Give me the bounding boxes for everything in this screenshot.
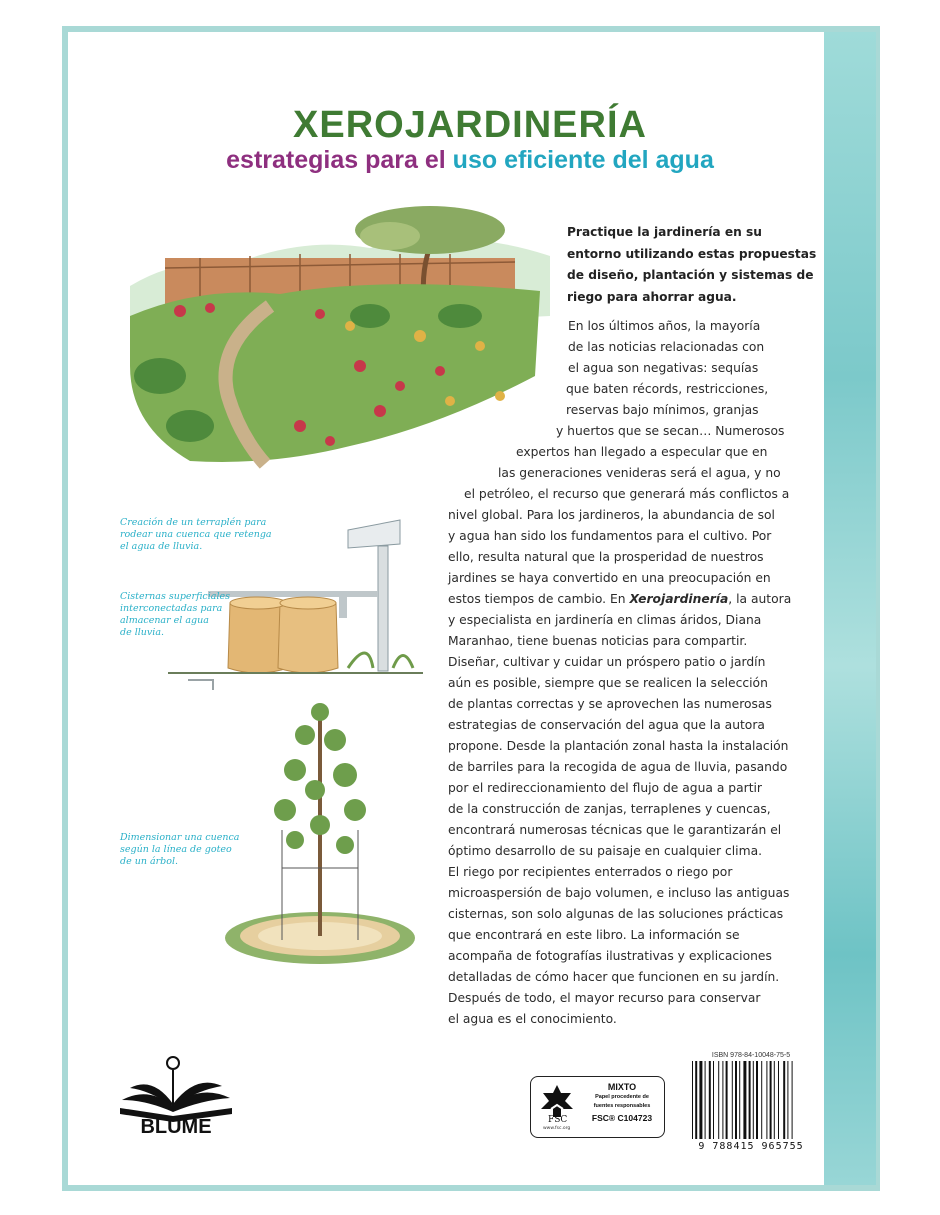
body-line: El riego por recipientes enterrados o riego por [448,865,733,879]
lead-paragraph: Practique la jardinería en su entorno utilizando estas propuestas de diseño, plantación y sistemas de riego para ahorrar agua. [567,225,817,304]
body-line: por el redireccionamiento del flujo de agua a partir [448,781,762,795]
watercolor-edge [824,32,876,1185]
body-line: nivel global. Para los jardineros, la abundancia de sol [448,508,775,522]
body-line: Diseñar, cultivar y cuidar un próspero patio o jardín [448,655,766,669]
book-title-inline: Xerojardinería [629,592,729,606]
body-line: de la construcción de zanjas, terraplenes y cuencas, [448,802,771,816]
isbn-digits: 9 788415 965755 [698,1141,804,1152]
body-line: Maranhao, tiene buenas noticias para compartir. [448,634,748,648]
book-title: XEROJARDINERÍA [293,104,647,146]
publisher-name: BLUME [140,1116,212,1138]
fsc-label [530,1076,665,1138]
body-line: microaspersión de bajo volumen, e incluso las antiguas [448,886,790,900]
fsc-code: FSC® C104723 [591,1113,653,1123]
isbn-label: ISBN 978-84-10048-75-5 [711,1052,791,1059]
subtitle-part-1: estrategias para el [226,146,446,174]
body-line: cisternas, son solo algunas de las soluciones prácticas [448,907,784,921]
fsc-papel-2: fuentes responsables [593,1102,651,1109]
body-line: estos tiempos de cambio. En Xerojardinería, la autora [448,592,792,606]
caption-cuenca: Dimensionar una cuenca según la línea de goteo de un árbol. [120,832,240,867]
fsc-details [583,1082,661,1123]
body-line: acompaña de fotografías ilustrativas y explicaciones [448,949,772,963]
body-line: y especialista en jardinería en climas áridos, Diana [448,613,762,627]
body-line: Después de todo, el mayor recurso para conservar [448,991,761,1005]
body-line: jardines se haya convertido en una preocupación en [448,571,771,585]
caption-cisternas: Cisternas superficiales interconectadas para almacenar el agua de lluvia. [120,591,230,638]
body-line: detalladas de cómo hacer que funcionen en su jardín. [448,970,780,984]
body-line: que encontrará en este libro. La información se [448,928,740,942]
isbn-barcode [690,1061,812,1141]
subtitle-part-2: uso eficiente del agua [452,146,714,174]
fsc-mixto: MIXTO [607,1082,637,1092]
body-line: el petróleo, el recurso que generará más conflictos a [464,487,790,501]
body-line: En los últimos años, la mayoría [568,319,761,333]
body-line: las generaciones venideras será el agua, y no [498,466,781,480]
body-line: y agua han sido los fundamentos para el cultivo. Por [448,529,772,543]
body-line: de plantas correctas y se aprovechen las numerosas [448,697,772,711]
tree-basin-illustration [210,690,440,980]
fsc-papel-1: Papel procedente de [595,1094,649,1100]
body-line: encontrará numerosas técnicas que le garantizarán el [448,823,782,837]
body-line: el agua es el conocimiento. [448,1012,617,1026]
body-line: aún es posible, siempre que se realicen la selección [448,676,768,690]
body-line: óptimo desarrollo de su paisaje en cualquier clima. [448,844,763,858]
body-line: que baten récords, restricciones, [566,382,769,396]
body-line: expertos han llegado a especular que en [516,445,768,459]
caption-terraplen: Creación de un terraplén para rodear una cuenca que retenga el agua de lluvia. [120,517,272,552]
book-subtitle [0,146,940,175]
body-line: el agua son negativas: sequías [568,361,759,375]
fsc-text: FSC [548,1115,568,1125]
body-line: de las noticias relacionadas con [568,340,765,354]
body-line: estrategias de conservación del agua que la autora [448,718,765,732]
fsc-site: www.fsc.org [543,1126,571,1131]
body-line: reservas bajo mínimos, granjas [566,403,759,417]
body-line: ello, resulta natural que la prosperidad de nuestros [448,550,764,564]
body-line: y huertos que se secan… Numerosos [556,424,785,438]
body-line: de barriles para la recogida de agua de lluvia, pasando [448,760,788,774]
body-line: propone. Desde la plantación zonal hasta la instalación [448,739,789,753]
garden-landscape-illustration [120,196,560,496]
